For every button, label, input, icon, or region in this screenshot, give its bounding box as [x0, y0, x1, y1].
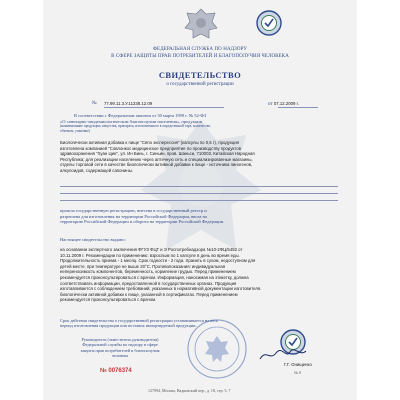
preamble — [60, 113, 338, 133]
basis-line: 10.11.2009 г. Рекомендации по применению: взрослым по 1 капсуле в день во время еды. — [60, 252, 240, 258]
number-underline — [104, 107, 224, 108]
product-line: отделы торговой сети в качестве биологически активной добавки к пище - источника пиногенов, — [60, 162, 253, 168]
rule — [60, 193, 338, 194]
product-line: алкулоидов, содержащей сапонины. — [60, 167, 133, 173]
basis-line: рекомендуется проконсультироваться с врачом. Информация, наносимая на этикетку, должна — [60, 274, 249, 280]
signatory-line: человека — [111, 353, 129, 359]
header-line-1: ФЕДЕРАЛЬНАЯ СЛУЖБА ПО НАДЗОРУ — [152, 47, 248, 52]
rule — [60, 186, 338, 187]
basis-line: рекомендуется проконсультироваться с врачом. — [60, 297, 157, 303]
preamble-line: В соответствии с Федеральным законом от 30 марта 1999 г. № 52-ФЗ — [74, 113, 207, 118]
rule — [60, 200, 338, 201]
signatory-line: Руководитель (заместитель руководителя) — [81, 337, 159, 342]
preamble-line: «О санитарно-эпидемиологическом благополучии населения», продукция — [60, 118, 202, 124]
basis-line: соответствовать информации, предоставленной в государственных органах. Продукция — [60, 280, 237, 286]
validity-line: Срок действия свидетельства о государственной регистрации устанавливается на весь — [60, 318, 219, 323]
registration-date-label: от — [268, 102, 273, 107]
footer-address: 127994, Москва, Вадковский пер., д. 18, стр. 5, 7 — [148, 388, 231, 393]
official-stamp-icon — [186, 318, 248, 380]
basis-line: биологически активной добавки к пище, указанной в сертификатах. Перед применением — [60, 291, 238, 297]
basis-line: на основании экспертного заключения ФГУЗ ФЦГ и Э Роспотребнадзора №10-2ФЦ/5452 от — [60, 247, 243, 252]
document-subtitle: о государственной регистрации — [166, 82, 234, 87]
conformity-line: прошла государственную регистрацию, внесена в государственный реестр и — [60, 208, 207, 213]
basis-line: непереносимость компонентов, беременность, кормление грудью. Перед применением — [60, 269, 236, 275]
product-line: Республика; для реализации населению через аптечную сеть и специализированные магазины, — [60, 156, 253, 162]
date-underline — [278, 107, 318, 108]
certificate-page — [44, 0, 356, 400]
registration-number-label: № — [92, 101, 97, 106]
conformity-statement — [60, 208, 338, 225]
page-number: № 0 — [294, 370, 301, 375]
product-description — [60, 140, 338, 174]
conformity-line: разрешена для изготовления на территории Российской Федерации, ввоза на — [60, 213, 207, 219]
document-title: СВИДЕТЕЛЬСТВО — [158, 70, 242, 80]
preamble-line: (наименование продукции, вещества, препарата, изготовленного в определенной таре, количестве, — [60, 124, 211, 129]
basis-line: Продолжительность приема - 1 месяц. Срок годности - 2 года. Хранить в сухом, недоступном для — [60, 258, 256, 264]
serial-number: № 0076374 — [100, 368, 132, 374]
hologram-seal-icon — [256, 10, 282, 36]
product-line: Биологически активная добавка к пище "Сяпо эксперессия" (капсулы по 0,5 г), продукция — [60, 140, 239, 145]
basis-line: изготавливается с соблюдением требований, указанных в нормативной документации изготовителя. — [60, 286, 262, 292]
issue-basis — [60, 247, 338, 303]
registration-row — [92, 101, 299, 107]
conformity-line: территорию Российской Федерации и оборота на территории Российской Федерации. — [60, 219, 225, 225]
issued-label: Настоящее свидетельство выдано: — [60, 237, 126, 242]
header-line-2: В СФЕРЕ ЗАЩИТЫ ПРАВ ПОТРЕБИТЕЛЕЙ И БЛАГОПОЛУЧИЯ ЧЕЛОВЕКА — [111, 54, 289, 59]
basis-line: детей месте, при температуре не выше 20°С. Противопоказания: индивидуальная — [60, 263, 226, 269]
preamble-line: объемом, упаковке) — [60, 128, 90, 133]
registration-date-value: 07.12.2009 г. — [273, 101, 299, 106]
product-line: здравоохранения "Хуан Цин", ул. Ин Бинь, г. Синьин, пров. Шаньси, 710003, Китайская Народная — [60, 151, 255, 157]
signatory-line: Федеральной службы по надзору в сфере — [82, 342, 158, 348]
signatory-line: защиты прав потребителей и благополучия — [80, 347, 160, 353]
signature-icon — [258, 347, 308, 363]
signer-name: Г.Г. Онищенко — [284, 362, 312, 367]
validity-line: период изготовления продукции или поставок импортируемой продукции. — [60, 323, 197, 329]
product-line: изготовлена компанией "Совлонкос медицинское предприятие по производству продуктов — [60, 145, 242, 151]
signatory-title — [60, 337, 180, 359]
coat-of-arms-icon — [184, 6, 218, 42]
registration-number: 77.99.11.3.У.11238.12.09 — [104, 101, 153, 106]
